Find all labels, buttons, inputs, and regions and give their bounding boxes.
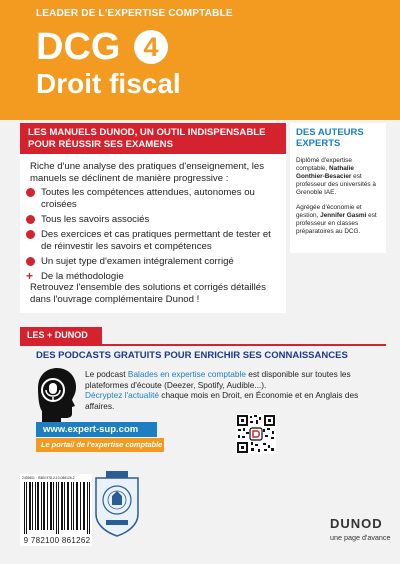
series-title: DCG	[36, 26, 121, 68]
publisher-logo: DUNOD	[330, 516, 383, 531]
website-tagline: Le portail de l'expertise comptable	[36, 438, 164, 452]
podcast-name: Balades en expertise comptable	[127, 369, 246, 379]
podcast-paragraph: Le podcast Balades en expertise comptable est disponible sur toutes les plateformes d'écoute (Deezer, Spotify, Audible...).	[85, 369, 351, 390]
author-bio: Diplômé d'expertise comptable, Nathalie Gonthier-Besacier est professeur des universités à Grenoble IAE.	[296, 157, 376, 196]
book-subject: Droit fiscal	[36, 68, 181, 99]
ean-number: 9 782100 861262	[23, 536, 91, 545]
website-link[interactable]: www.expert-sup.com	[36, 422, 157, 437]
list-item: Un sujet type d'examen intégralement corrigé	[26, 256, 280, 268]
bullet-icon	[26, 230, 35, 239]
list-item: Tous les savoirs associés	[26, 214, 280, 226]
dunod-plus-label: LES + DUNOD	[20, 327, 102, 344]
manuals-intro: Riche d'une analyse des pratiques d'enseignement, les manuels se déclinent de manière progressive :	[30, 161, 265, 184]
podcast-head-icon	[32, 366, 78, 422]
qr-code-icon[interactable]	[236, 414, 276, 454]
features-list	[26, 187, 280, 286]
bullet-icon	[26, 188, 35, 197]
imprime-en-france-seal-icon	[92, 470, 142, 538]
barcode	[20, 474, 92, 546]
divider	[20, 344, 386, 346]
authors-box	[290, 123, 386, 253]
podcast-paragraph: Décryptez l'actualité chaque mois en Droit, en Économie et en Anglais des affaires.	[85, 390, 359, 411]
manuals-box	[20, 123, 286, 313]
manuals-title: LES MANUELS DUNOD, UN OUTIL INDISPENSABLE POUR RÉUSSIR SES EXAMENS	[20, 123, 286, 154]
bullet-icon	[26, 257, 35, 266]
isbn-number: 2439601 · ISBN 978-2-10-086126-2	[22, 476, 75, 480]
list-item: Toutes les compétences attendues, autonomes ou croisées	[26, 187, 280, 211]
manuals-outro: Retrouvez l'ensemble des solutions et corrigés détaillés dans l'ouvrage complémentaire Dunod !	[30, 282, 266, 305]
plus-icon: +	[26, 269, 34, 283]
cover-header	[0, 0, 400, 120]
publisher-tagline: une page d'avance	[330, 533, 391, 542]
list-item: Des exercices et cas pratiques permettant de tester et de réinvestir les savoirs et compétences	[26, 229, 280, 253]
podcast-description	[85, 369, 385, 411]
author-bio: Agrégée d'économie et gestion, Jennifer Gasmi est professeur en classes préparatoires au DCG.	[296, 204, 377, 235]
barcode-bars-icon	[23, 482, 91, 534]
volume-number-badge: 4	[134, 30, 168, 64]
podcast-title: DES PODCASTS GRATUITS POUR ENRICHIR SES CONNAISSANCES	[36, 350, 348, 361]
list-item: + De la méthodologie	[26, 269, 124, 283]
news-highlight: Décryptez l'actualité	[85, 390, 159, 400]
leader-tagline: LEADER DE L'EXPERTISE COMPTABLE	[36, 8, 233, 19]
authors-title: DES AUTEURS EXPERTS	[296, 127, 364, 149]
bullet-icon	[26, 215, 35, 224]
